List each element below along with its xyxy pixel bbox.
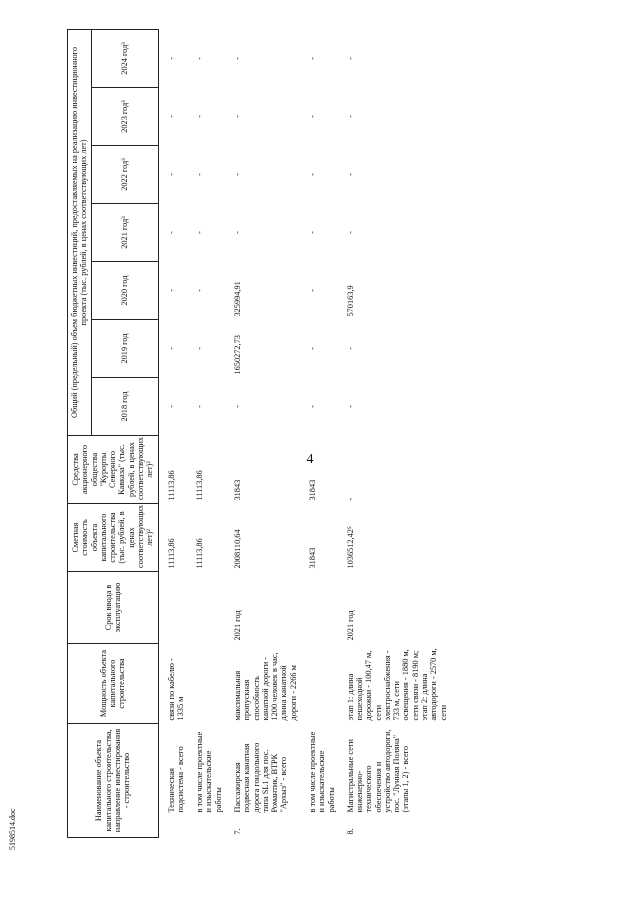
header-year: 2024 год³ xyxy=(91,29,158,87)
row-number: 8. xyxy=(345,828,355,835)
row-name: в том числе проектные и изыскательские работы xyxy=(307,731,336,813)
row-year-value: - xyxy=(232,173,242,176)
row-cost: 1036512,42⁵ xyxy=(345,526,355,569)
rotated-table-container xyxy=(67,38,627,838)
header-name: Наименование объекта капитального строительства, направление инвестирования - строительство xyxy=(68,724,159,838)
header-capacity: Мощность объекта капитального строительства xyxy=(68,644,159,724)
row-term: 2021 год xyxy=(345,610,355,641)
header-year: 2022 год³ xyxy=(91,146,158,204)
header-year: 2023 год³ xyxy=(91,88,158,146)
row-number xyxy=(300,816,338,838)
header-year: 2018 год xyxy=(91,378,158,436)
row-year-value: - xyxy=(195,173,205,176)
row-year-value: - xyxy=(307,289,317,292)
row-kavkaz: - xyxy=(345,497,355,501)
header-year: 2019 год xyxy=(91,320,158,378)
row-year-value: - xyxy=(345,173,355,176)
page-number: 4 xyxy=(306,452,314,467)
row-year-value: - xyxy=(307,347,317,350)
table-row xyxy=(158,29,187,837)
row-year-value: - xyxy=(345,231,355,234)
header-cost: Сметная стоимость объекта капитального строительства (тыс. рублей, в ценах соответствующих лет)² xyxy=(68,504,159,572)
row-year-value: - xyxy=(345,405,355,408)
row-year-value: - xyxy=(166,231,176,234)
row-term: 2021 год xyxy=(232,610,242,641)
row-capacity: максимальная пропускная способность канатной дороги - 1200 человек в час, длина канатной дороги - 2266 м xyxy=(232,652,298,721)
row-number xyxy=(187,816,225,838)
row-year-value: - xyxy=(345,347,355,350)
row-kavkaz: 11113,86 xyxy=(166,470,176,501)
row-year-value: - xyxy=(307,173,317,176)
row-term xyxy=(187,572,225,644)
row-cost: 31843 xyxy=(307,547,317,569)
row-cost: 2008110,64 xyxy=(232,529,242,569)
row-year-value: - xyxy=(166,289,176,292)
row-year-value: - xyxy=(195,231,205,234)
table-row xyxy=(338,29,450,837)
header-year: 2021 год³ xyxy=(91,204,158,262)
row-capacity: связи по кабелю - 1335 м xyxy=(166,658,185,721)
table-row xyxy=(225,29,300,837)
row-year-value: - xyxy=(195,115,205,118)
row-year-value: - xyxy=(166,405,176,408)
row-year-value: - xyxy=(232,57,242,60)
row-capacity: этап 1: длина пешеходной дорожки - 100,47 м, сети электроснабжения - 733 м, сети освещения - 1880 м, сети связи - 8190 м; этап 2: длина автодороги - 2570 м, сети xyxy=(345,648,448,721)
header-term: Срок ввода в эксплуатацию xyxy=(68,572,159,644)
row-kavkaz: 31843 xyxy=(307,479,317,501)
row-year-value: - xyxy=(307,231,317,234)
row-name: Магистральные сети инженерно-технического обеспечения и устройство автодороги, пос. "Лунная Поляна" (этапы 1, 2) - всего xyxy=(345,729,411,813)
row-number: 7. xyxy=(232,828,242,835)
row-number xyxy=(158,816,187,838)
row-kavkaz: 31843 xyxy=(232,479,242,501)
row-year-value: - xyxy=(195,405,205,408)
table-row xyxy=(300,29,338,837)
investment-table xyxy=(67,29,450,838)
table-body xyxy=(158,29,450,837)
table-row xyxy=(187,29,225,837)
row-capacity xyxy=(187,644,225,724)
row-year-value: - xyxy=(166,347,176,350)
footer-filename: 5198514.doc xyxy=(8,808,17,850)
header-year: 2020 год xyxy=(91,262,158,320)
row-term xyxy=(158,572,187,644)
row-capacity xyxy=(300,644,338,724)
row-year-value: - xyxy=(232,115,242,118)
row-year-value: - xyxy=(195,57,205,60)
header-kavkaz: Средства акционерного общества "Курорты Северного Кавказа" (тыс. рублей, в ценах соответствующих лет)² xyxy=(68,436,159,504)
row-cost: 11113,86 xyxy=(195,538,205,569)
row-year-value: - xyxy=(232,405,242,408)
row-year-value: - xyxy=(307,57,317,60)
row-term xyxy=(300,572,338,644)
row-year-value: 325994,91 xyxy=(232,281,242,317)
row-year-value: - xyxy=(166,173,176,176)
row-year-value: - xyxy=(307,115,317,118)
row-year-value: - xyxy=(345,115,355,118)
row-year-value: - xyxy=(195,347,205,350)
row-year-value: - xyxy=(166,57,176,60)
row-name: Пассажирская подвесная канатная дорога гондольного типа SL1 для пос. Романтик, ВТРК "Архыз" - всего xyxy=(232,742,289,813)
row-year-value: - xyxy=(345,57,355,60)
row-year-value: - xyxy=(195,289,205,292)
row-year-value: - xyxy=(232,231,242,234)
row-cost: 11113,86 xyxy=(166,538,176,569)
row-name: в том числе проектные и изыскательские работы xyxy=(195,731,223,813)
row-kavkaz: 11113,86 xyxy=(195,470,205,501)
row-year-value: 1650272,73 xyxy=(232,335,242,375)
row-name: Техническая подсистема - всего xyxy=(166,746,185,813)
header-budget: Общий (предельный) объем бюджетных инвестиций, предоставляемых на реализацию инвестиционного проекта (тыс. рублей, в ценах соответствующих лет) xyxy=(68,29,92,435)
row-year-value: - xyxy=(307,405,317,408)
row-year-value: - xyxy=(166,115,176,118)
row-year-value: 570163,9 xyxy=(345,285,355,317)
